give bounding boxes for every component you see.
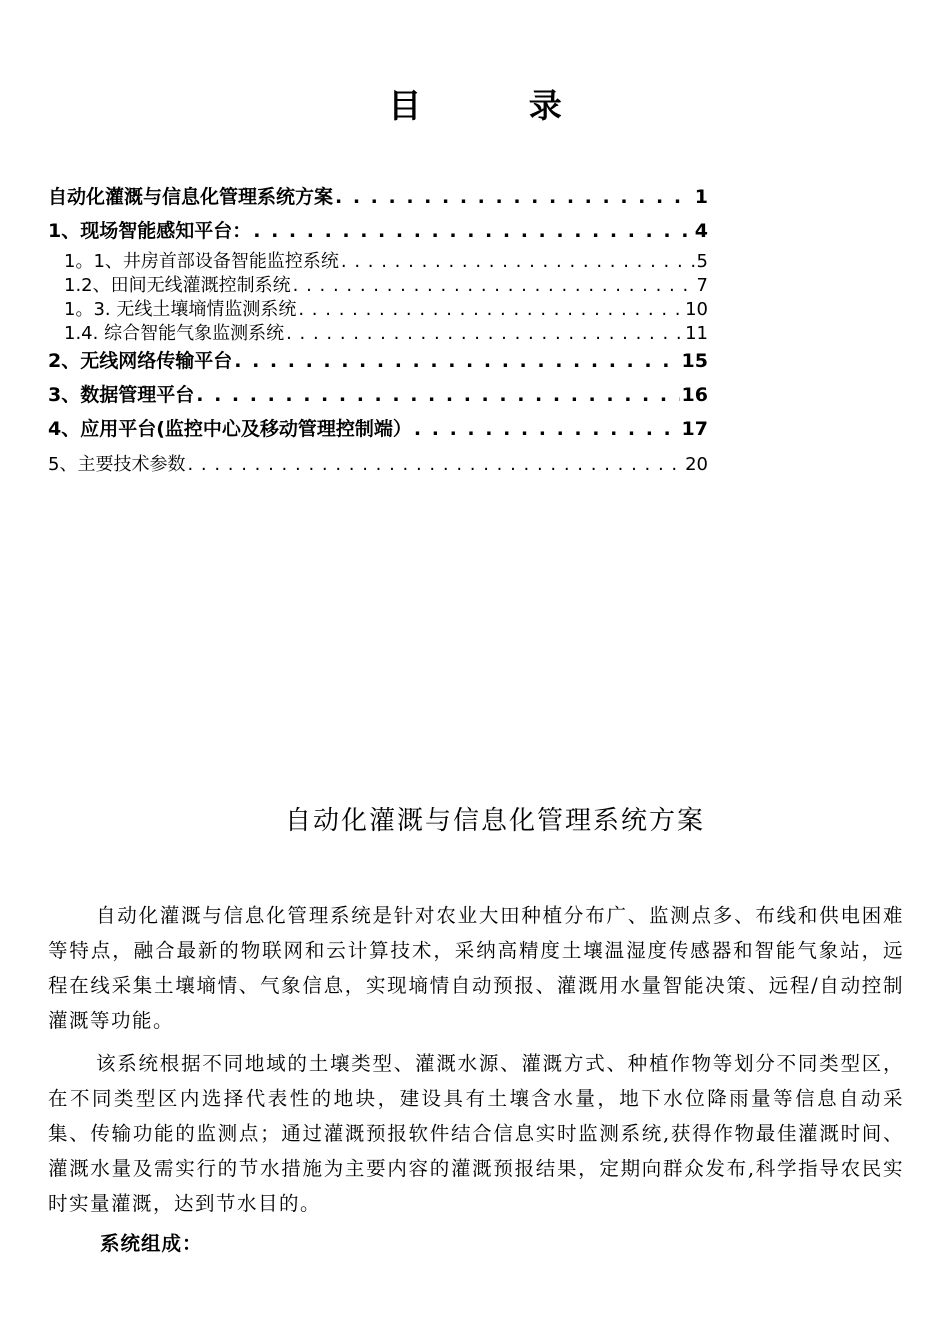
toc-entry-page: 7 (696, 275, 708, 296)
toc-entry-text: 自动化灌溉与信息化管理系统方案 (48, 186, 334, 208)
toc-entry[interactable] (48, 182, 708, 216)
toc-entry-text: 2、无线网络传输平台 (48, 350, 233, 372)
toc-entry-text: 4、应用平台(监控中心及移动管理控制端） (48, 418, 412, 440)
toc-entry[interactable] (48, 274, 708, 298)
body-paragraph: 该系统根据不同地域的土壤类型、灌溉水源、灌溉方式、种植作物等划分不同类型区，在不同类型区内选择代表性的地块，建设具有土壤含水量，地下水位降雨量等信息自动采集、传输功能的监测点；通过灌溉预报软件结合信息实时监测系统,获得作物最佳灌溉时间、灌溉水量及需实行的节水措施为主要内容的灌溉预报结果，定期向群众发布,科学指导农民实时实量灌溉，达到节水目的。 (48, 1051, 904, 1215)
toc-entry-text: 1。1、井房首部设备智能监控系统 (64, 251, 339, 272)
toc-entry-text: 1、现场智能感知平台： (48, 220, 252, 242)
toc-entry-page: 10 (685, 299, 708, 320)
toc-entry-page: 11 (685, 323, 708, 344)
toc-leader-dots (187, 448, 683, 482)
toc-entry-page: 5 (696, 251, 708, 272)
toc-leader-dots (298, 298, 683, 322)
toc-entry-text: 3、数据管理平台 (48, 384, 195, 406)
toc-leader-dots (253, 216, 693, 246)
toc-leader-dots (414, 414, 680, 444)
toc-entry[interactable] (48, 322, 708, 346)
toc-entry-page: 1 (694, 186, 708, 208)
toc-entry[interactable] (48, 250, 708, 274)
toc-leader-dots (286, 322, 683, 346)
toc-entry-text: 1。3. 无线土壤墒情监测系统 (64, 299, 297, 320)
toc-entry-page: 16 (681, 384, 708, 406)
body-paragraph: 自动化灌溉与信息化管理系统是针对农业大田种植分布广、监测点多、布线和供电困难等特点，融合最新的物联网和云计算技术，采纳高精度土壤温湿度传感器和智能气象站，远程在线采集土壤墒情、气象信息，实现墒情自动预报、灌溉用水量智能决策、远程/自动控制灌溉等功能。 (48, 903, 904, 1032)
toc-leader-dots (335, 182, 693, 212)
document-title: 自动化灌溉与信息化管理系统方案 (284, 806, 705, 836)
toc-leader-dots (293, 274, 695, 298)
toc-entry-page: 15 (681, 350, 708, 372)
toc-entry-text: 5、主要技术参数 (48, 454, 186, 475)
toc-leader-dots (341, 250, 695, 274)
toc-title: 目 录 (388, 86, 610, 125)
section-heading: 系统组成： (100, 1232, 203, 1255)
toc-entry-text: 1.2、田间无线灌溉控制系统 (64, 275, 291, 296)
toc-entry[interactable] (48, 346, 708, 380)
toc-entry-text: 1.4. 综合智能气象监测系统 (64, 323, 285, 344)
toc-leader-dots (196, 380, 679, 410)
toc-entry[interactable] (48, 380, 708, 414)
table-of-contents (48, 182, 708, 482)
toc-entry[interactable] (48, 298, 708, 322)
toc-entry[interactable] (48, 414, 708, 448)
toc-entry[interactable] (48, 216, 708, 250)
toc-leader-dots (234, 346, 679, 376)
toc-entry-page: 17 (681, 418, 708, 440)
toc-entry[interactable] (48, 448, 708, 482)
toc-entry-page: 4 (694, 220, 708, 242)
toc-entry-page: 20 (685, 454, 708, 475)
